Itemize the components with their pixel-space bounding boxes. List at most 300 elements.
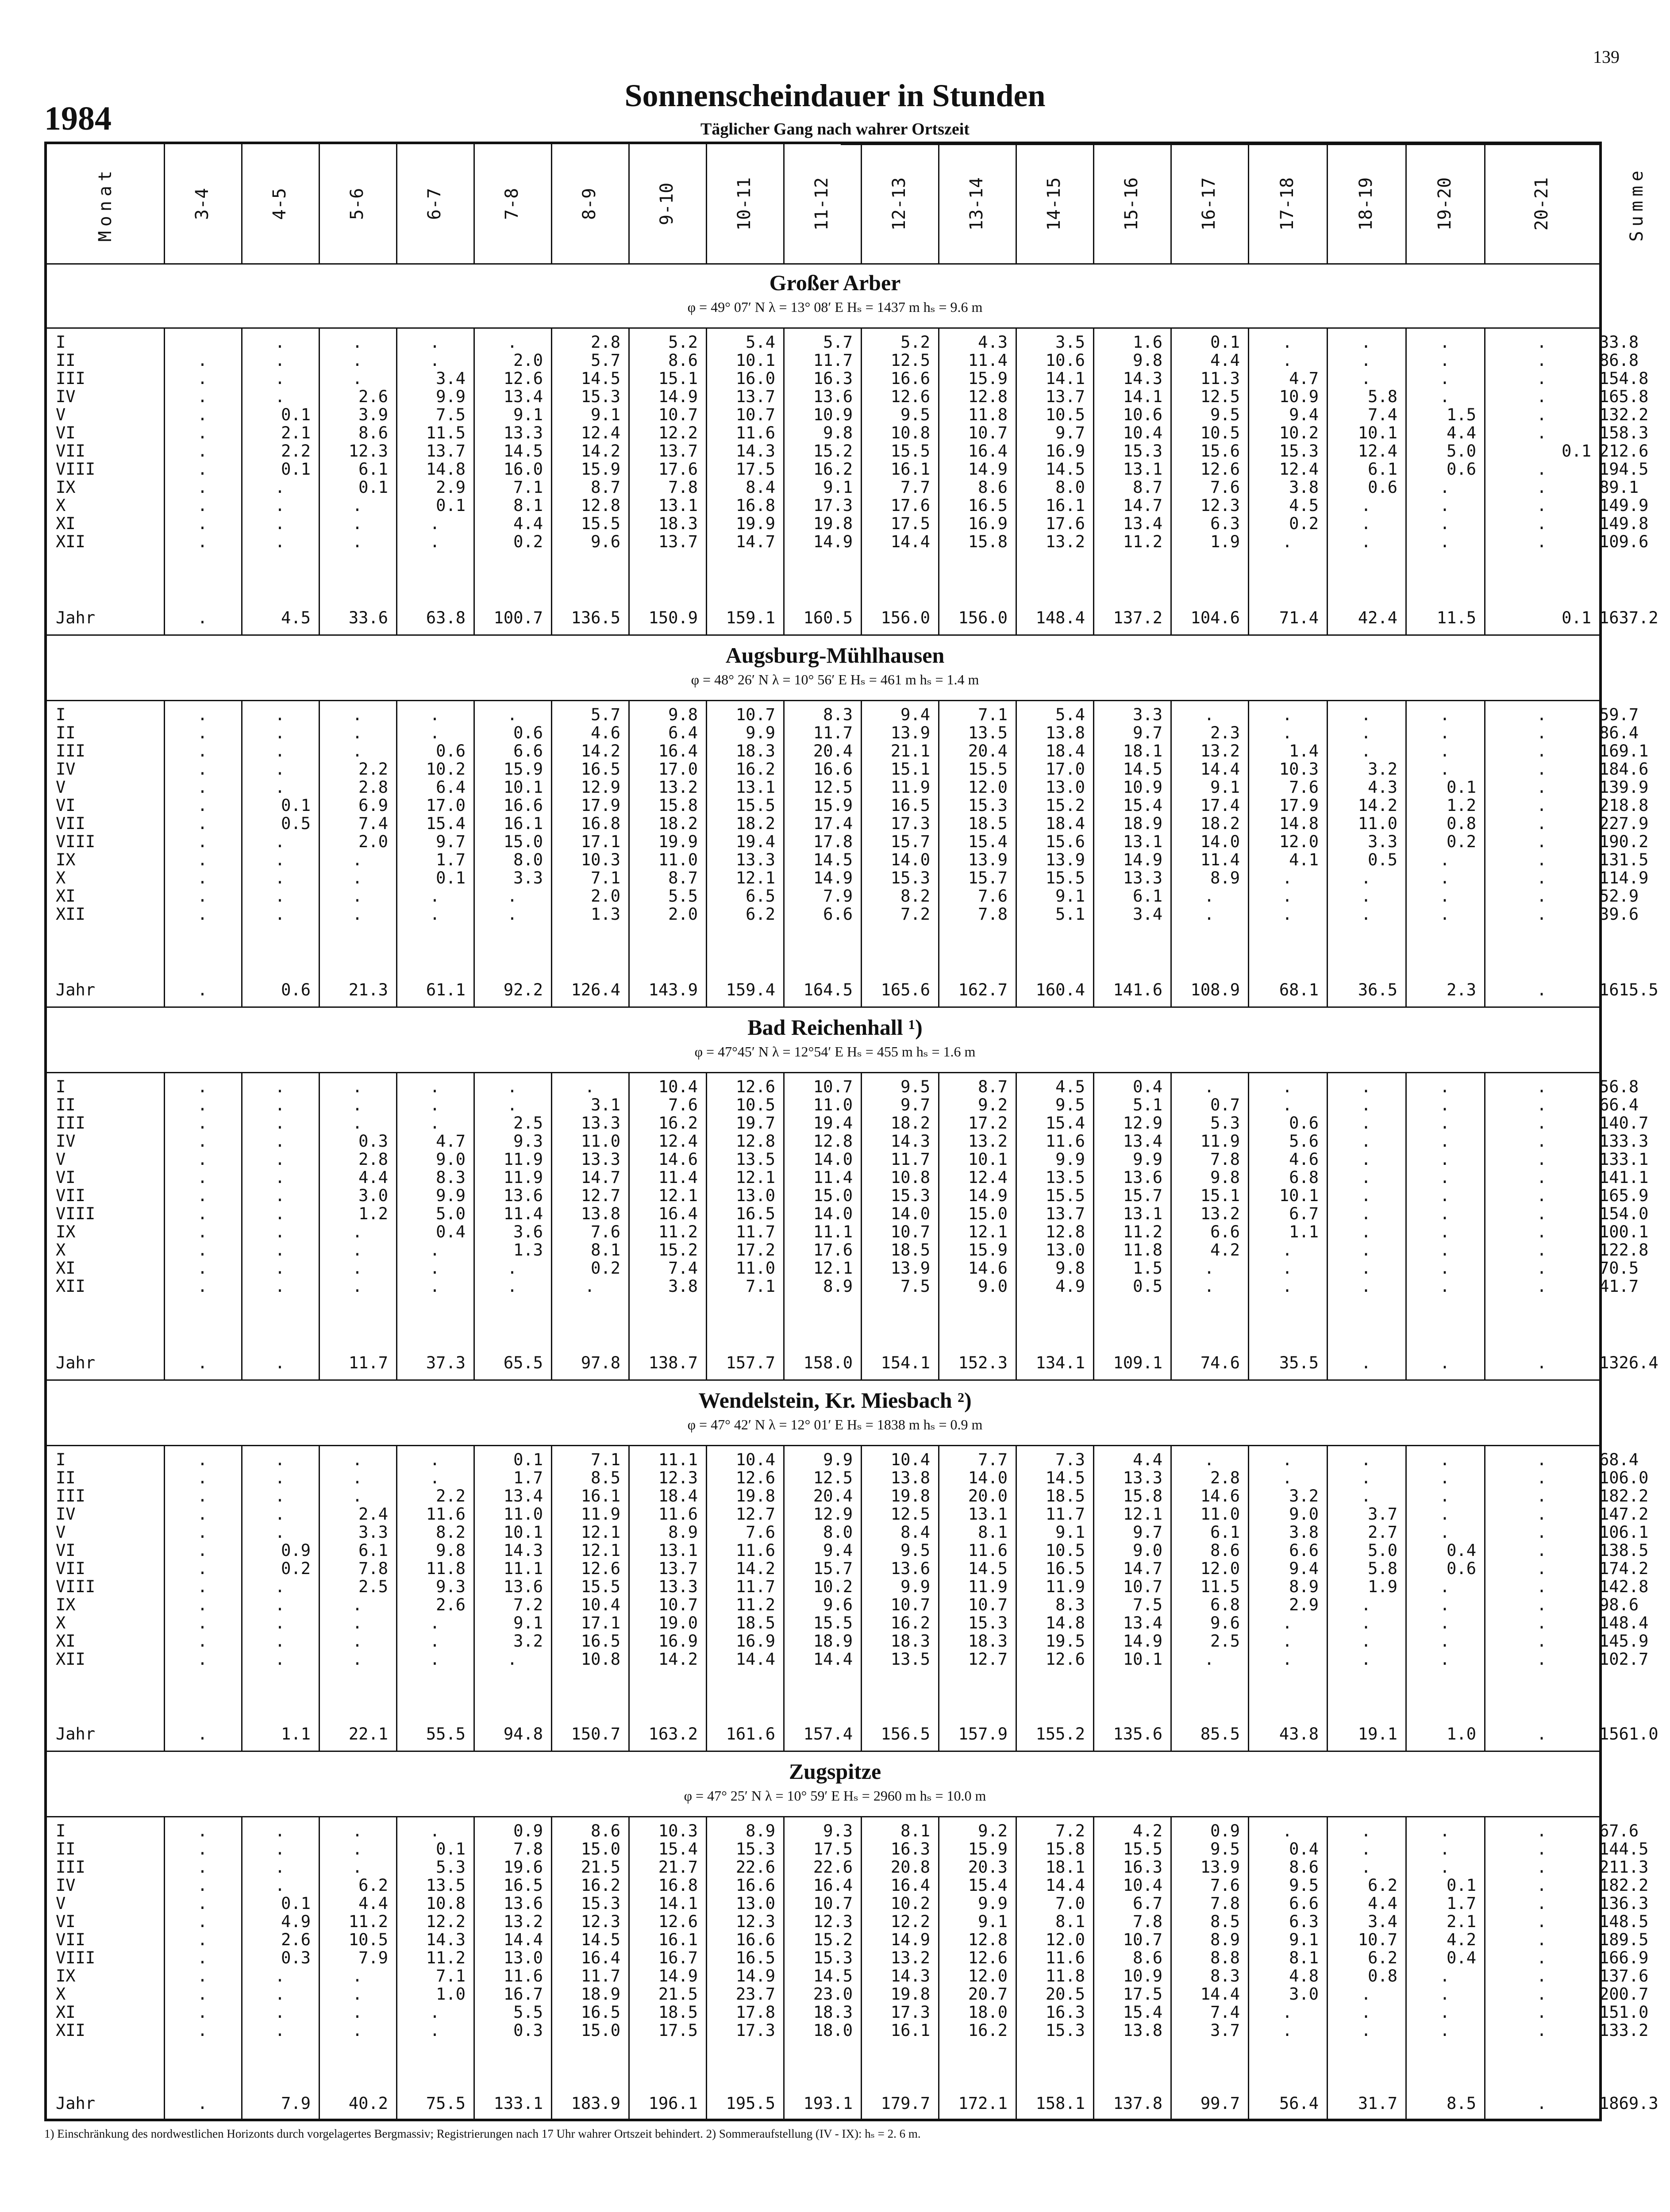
table-cell: 8.0	[1055, 478, 1085, 497]
table-cell: 10.2	[813, 1577, 853, 1596]
column-header	[1093, 144, 1170, 263]
table-cell: 11.4	[968, 351, 1008, 370]
column-rule	[706, 144, 707, 263]
table-cell: 6.2	[1368, 1876, 1397, 1895]
table-cell: .	[275, 1077, 285, 1096]
year-total-cell: 108.9	[1190, 980, 1240, 999]
table-cell: 174.2	[1599, 1559, 1649, 1578]
table-cell: 18.5	[968, 814, 1008, 833]
table-cell: .	[352, 1650, 362, 1669]
year-total-cell: .	[1361, 1353, 1371, 1372]
table-cell: .	[430, 532, 440, 551]
table-cell: 10.7	[658, 405, 698, 424]
table-cell: 12.8	[968, 1930, 1008, 1949]
month-label: X	[56, 1240, 66, 1260]
month-label: X	[56, 1613, 66, 1632]
table-cell: .	[1439, 1204, 1450, 1223]
table-cell: .	[275, 1839, 285, 1859]
table-cell: .	[275, 1858, 285, 1877]
table-cell: .	[1439, 760, 1450, 779]
table-cell: 17.6	[1045, 514, 1085, 533]
table-cell: .	[1536, 1912, 1547, 1931]
table-cell: .	[1536, 1930, 1547, 1949]
table-cell: 10.1	[503, 778, 543, 797]
table-cell: .	[1536, 1948, 1547, 1967]
table-cell: .	[352, 741, 362, 760]
table-cell: 137.6	[1599, 1966, 1649, 1985]
table-cell: 4.2	[1210, 1240, 1240, 1260]
table-cell: 18.9	[581, 1985, 620, 2004]
table-cell: 10.6	[1045, 351, 1085, 370]
table-cell: 136.3	[1599, 1894, 1649, 1913]
table-cell: 17.0	[426, 796, 466, 815]
table-cell: .	[197, 1858, 208, 1877]
table-cell: 7.6	[1210, 1876, 1240, 1895]
table-cell: 138.5	[1599, 1541, 1649, 1560]
table-cell: .	[1361, 1150, 1371, 1169]
table-cell: 19.0	[658, 1613, 698, 1632]
year-total-cell: 193.1	[803, 2094, 853, 2113]
table-cell: 1.2	[358, 1204, 388, 1223]
table-cell: 4.9	[281, 1912, 311, 1931]
table-cell: 10.1	[1279, 1186, 1319, 1205]
table-cell: .	[1361, 741, 1371, 760]
table-cell: 5.6	[1289, 1132, 1319, 1151]
table-cell: 12.4	[1358, 442, 1397, 461]
station-name: Großer Arber	[769, 270, 901, 295]
table-cell: 12.0	[1045, 1930, 1085, 1949]
table-cell: 15.0	[581, 2021, 620, 2040]
column-header-label: 19-20	[1434, 177, 1455, 230]
table-cell: 9.8	[1055, 1259, 1085, 1278]
table-cell: .	[197, 496, 208, 515]
table-cell: 0.1	[436, 868, 466, 887]
table-cell: 141.1	[1599, 1168, 1649, 1187]
table-cell: 12.8	[581, 496, 620, 515]
table-cell: 15.4	[658, 1839, 698, 1859]
year-total-cell: 150.9	[648, 608, 698, 627]
column-rule	[861, 144, 862, 263]
table-cell: .	[275, 1523, 285, 1542]
table-cell: 15.1	[1200, 1186, 1240, 1205]
table-cell: 2.2	[436, 1486, 466, 1505]
table-cell: .	[352, 1114, 362, 1133]
table-cell: 0.6	[513, 723, 543, 742]
table-cell: .	[1536, 460, 1547, 479]
table-cell: 0.8	[1368, 1966, 1397, 1985]
table-cell: 8.6	[978, 478, 1008, 497]
table-cell: 9.5	[1055, 1095, 1085, 1114]
table-cell: 151.0	[1599, 2003, 1649, 2022]
table-cell: 1.9	[1368, 1577, 1397, 1596]
table-cell: 9.1	[1289, 1930, 1319, 1949]
table-cell: 4.7	[436, 1132, 466, 1151]
table-cell: 10.1	[1358, 423, 1397, 442]
table-cell: .	[1536, 1613, 1547, 1632]
table-cell: 14.0	[968, 1468, 1008, 1487]
table-cell: 16.2	[658, 1114, 698, 1133]
table-cell: 18.4	[1045, 814, 1085, 833]
table-cell: 8.2	[436, 1523, 466, 1542]
table-cell: 19.9	[658, 832, 698, 851]
table-cell: 3.8	[668, 1277, 698, 1296]
table-cell: 13.1	[1123, 832, 1162, 851]
column-header-label: 9-10	[657, 182, 677, 225]
table-cell: 140.7	[1599, 1114, 1649, 1133]
table-cell: 14.5	[581, 369, 620, 388]
table-cell: 0.1	[281, 460, 311, 479]
table-cell: 12.6	[890, 387, 930, 406]
table-cell: .	[1282, 532, 1293, 551]
table-cell: 2.0	[513, 351, 543, 370]
table-cell: 14.2	[581, 442, 620, 461]
table-cell: .	[275, 478, 285, 497]
table-cell: 3.5	[1055, 333, 1085, 352]
table-cell: 0.9	[281, 1541, 311, 1560]
table-cell: 15.3	[813, 1948, 853, 1967]
table-cell: 11.0	[1200, 1505, 1240, 1524]
table-cell: 106.0	[1599, 1468, 1649, 1487]
table-cell: .	[1439, 496, 1450, 515]
table-cell: 17.1	[581, 832, 620, 851]
table-cell: 17.4	[813, 814, 853, 833]
table-cell: .	[352, 705, 362, 724]
table-cell: .	[275, 514, 285, 533]
table-cell: 145.9	[1599, 1632, 1649, 1651]
month-label: VIII	[56, 460, 96, 479]
table-cell: 19.8	[813, 514, 853, 533]
table-cell: .	[1439, 532, 1450, 551]
table-cell: .	[352, 868, 362, 887]
station-coordinates: φ = 47° 25′ N λ = 10° 59′ E Hₛ = 2960 m hₛ = 10.0 m	[684, 1788, 986, 1804]
column-header-label: 15-16	[1121, 177, 1142, 230]
table-cell: .	[507, 705, 517, 724]
table-cell: 3.4	[1368, 1912, 1397, 1931]
table-cell: 7.1	[746, 1277, 775, 1296]
table-cell: .	[1536, 1259, 1547, 1278]
table-cell: 16.9	[735, 1632, 775, 1651]
table-cell: 9.8	[668, 705, 698, 724]
year-total-cell: 135.6	[1113, 1724, 1162, 1743]
table-cell: 15.3	[581, 1894, 620, 1913]
column-header	[47, 144, 164, 263]
table-cell: 16.4	[968, 442, 1008, 461]
table-cell: 17.2	[735, 1240, 775, 1260]
table-cell: 6.1	[1210, 1523, 1240, 1542]
table-cell: 0.6	[1368, 478, 1397, 497]
table-cell: 12.3	[813, 1912, 853, 1931]
table-cell: 6.4	[668, 723, 698, 742]
column-header	[706, 144, 783, 263]
table-cell: 10.6	[1123, 405, 1162, 424]
table-cell: 7.8	[668, 478, 698, 497]
table-cell: 13.1	[735, 778, 775, 797]
table-cell: .	[197, 1613, 208, 1632]
table-cell: 211.3	[1599, 1858, 1649, 1877]
table-cell: 12.9	[813, 1505, 853, 1524]
table-cell: 13.6	[503, 1577, 543, 1596]
column-header	[319, 144, 396, 263]
table-cell: 2.6	[436, 1595, 466, 1614]
table-cell: 16.3	[1045, 2003, 1085, 2022]
table-cell: 6.2	[358, 1876, 388, 1895]
table-cell: .	[275, 1486, 285, 1505]
month-label: V	[56, 1523, 66, 1542]
table-cell: .	[197, 1821, 208, 1840]
table-cell: 0.1	[281, 1894, 311, 1913]
table-cell: .	[430, 2003, 440, 2022]
table-cell: 13.9	[1045, 850, 1085, 869]
table-cell: 8.6	[1289, 1858, 1319, 1877]
table-cell: .	[275, 1613, 285, 1632]
table-cell: 6.6	[513, 741, 543, 760]
year-total-cell: 160.4	[1035, 980, 1085, 999]
table-cell: 9.0	[1289, 1505, 1319, 1524]
table-cell: 3.3	[1368, 832, 1397, 851]
table-cell: 13.7	[1045, 1204, 1085, 1223]
month-label: V	[56, 1894, 66, 1913]
table-cell: .	[1282, 1468, 1293, 1487]
table-cell: .	[1536, 778, 1547, 797]
table-cell: 148.5	[1599, 1912, 1649, 1931]
month-label: XII	[56, 1277, 85, 1296]
table-cell: .	[1204, 1277, 1214, 1296]
table-cell: .	[1282, 2003, 1293, 2022]
table-cell: 10.4	[658, 1077, 698, 1096]
table-cell: 13.3	[1123, 1468, 1162, 1487]
table-cell: 0.4	[1289, 1839, 1319, 1859]
table-cell: 14.5	[813, 1966, 853, 1985]
month-label: III	[56, 1858, 85, 1877]
table-cell: 10.5	[348, 1930, 388, 1949]
table-cell: .	[1439, 387, 1450, 406]
table-cell: .	[1536, 1468, 1547, 1487]
table-cell: .	[275, 1821, 285, 1840]
table-cell: 15.3	[890, 1186, 930, 1205]
table-cell: .	[1361, 369, 1371, 388]
year-total-cell: 75.5	[426, 2094, 466, 2113]
table-cell: 1.1	[1289, 1222, 1319, 1241]
table-cell: 14.7	[1123, 496, 1162, 515]
table-cell: 18.4	[658, 1486, 698, 1505]
table-cell: 2.8	[1210, 1468, 1240, 1487]
year-total-cell: 8.5	[1447, 2094, 1476, 2113]
table-cell: .	[1204, 1077, 1214, 1096]
table-cell: 9.4	[823, 1541, 853, 1560]
table-cell: .	[1536, 1150, 1547, 1169]
table-cell: 14.3	[503, 1541, 543, 1560]
table-cell: .	[275, 1240, 285, 1260]
table-cell: .	[275, 1450, 285, 1469]
table-cell: 22.6	[735, 1858, 775, 1877]
year-total-cell: 104.6	[1190, 608, 1240, 627]
table-cell: 15.5	[890, 442, 930, 461]
table-cell: 154.0	[1599, 1204, 1649, 1223]
table-cell: 1.7	[436, 850, 466, 869]
table-cell: 2.5	[358, 1577, 388, 1596]
table-cell: 6.3	[1289, 1912, 1319, 1931]
table-cell: 8.9	[1210, 1930, 1240, 1949]
table-cell: 7.6	[746, 1523, 775, 1542]
table-cell: 6.7	[1289, 1204, 1319, 1223]
table-cell: 20.4	[813, 1486, 853, 1505]
table-cell: 10.7	[1123, 1577, 1162, 1596]
table-cell: 14.4	[503, 1930, 543, 1949]
month-label: IX	[56, 850, 76, 869]
table-cell: .	[1536, 1632, 1547, 1651]
table-cell: 1.7	[513, 1468, 543, 1487]
year-total-cell: 161.6	[726, 1724, 775, 1743]
table-cell: 14.1	[658, 1894, 698, 1913]
table-cell: 11.2	[658, 1222, 698, 1241]
table-cell: .	[1536, 1894, 1547, 1913]
table-cell: 10.7	[890, 1595, 930, 1614]
table-cell: 67.6	[1599, 1821, 1639, 1840]
table-cell: 9.4	[900, 705, 930, 724]
table-cell: 10.9	[1123, 1966, 1162, 1985]
table-cell: .	[275, 1505, 285, 1524]
table-cell: 7.8	[513, 1839, 543, 1859]
table-cell: .	[197, 423, 208, 442]
table-cell: 12.8	[735, 1132, 775, 1151]
table-cell: 5.5	[513, 2003, 543, 2022]
year-row-label: Jahr	[56, 980, 96, 999]
table-cell: 7.2	[900, 905, 930, 924]
table-cell: 9.9	[823, 1450, 853, 1469]
month-label: I	[56, 333, 66, 352]
table-cell: 14.8	[1279, 814, 1319, 833]
table-cell: .	[1536, 1595, 1547, 1614]
table-cell: 6.8	[1210, 1595, 1240, 1614]
table-cell: 15.8	[1123, 1486, 1162, 1505]
table-cell: .	[1282, 333, 1293, 352]
table-cell: 12.2	[658, 423, 698, 442]
table-cell: .	[1361, 1595, 1371, 1614]
table-cell: 7.2	[513, 1595, 543, 1614]
year-total-cell: .	[197, 1724, 208, 1743]
column-header	[938, 144, 1016, 263]
table-cell: 15.5	[968, 760, 1008, 779]
table-cell: 15.6	[1045, 832, 1085, 851]
table-cell: 3.0	[358, 1186, 388, 1205]
table-cell: 154.8	[1599, 369, 1649, 388]
table-cell: .	[352, 496, 362, 515]
table-cell: 13.7	[426, 442, 466, 461]
month-label: VI	[56, 1541, 76, 1560]
table-cell: 15.2	[813, 1930, 853, 1949]
table-cell: .	[197, 1486, 208, 1505]
table-cell: 9.5	[1210, 1839, 1240, 1859]
table-cell: 13.7	[658, 1559, 698, 1578]
table-cell: 3.2	[513, 1632, 543, 1651]
table-cell: .	[197, 796, 208, 815]
table-cell: 86.8	[1599, 351, 1639, 370]
table-cell: 14.3	[1123, 369, 1162, 388]
table-cell: 3.4	[436, 369, 466, 388]
table-cell: 16.1	[581, 1486, 620, 1505]
table-cell: .	[1361, 1858, 1371, 1877]
table-cell: .	[275, 1577, 285, 1596]
table-cell: 18.0	[968, 2003, 1008, 2022]
table-cell: .	[1536, 405, 1547, 424]
table-cell: 10.8	[890, 1168, 930, 1187]
table-cell: .	[352, 1259, 362, 1278]
table-cell: .	[1282, 1450, 1293, 1469]
table-cell: 12.8	[968, 387, 1008, 406]
table-cell: .	[352, 1858, 362, 1877]
table-cell: .	[197, 1912, 208, 1931]
table-cell: 16.5	[581, 1632, 620, 1651]
year-total-cell: 162.7	[958, 980, 1008, 999]
table-cell: 13.2	[503, 1912, 543, 1931]
year-total-cell: 154.1	[881, 1353, 930, 1372]
year-total-cell: 42.4	[1358, 608, 1397, 627]
table-cell: 7.4	[358, 814, 388, 833]
table-cell: 19.9	[735, 514, 775, 533]
table-cell: 15.8	[1045, 1839, 1085, 1859]
table-cell: 114.9	[1599, 868, 1649, 887]
month-label: XII	[56, 1650, 85, 1669]
table-cell: 7.4	[1210, 2003, 1240, 2022]
table-cell: 18.3	[813, 2003, 853, 2022]
table-cell: 13.1	[1123, 1204, 1162, 1223]
year-total-cell: 157.7	[726, 1353, 775, 1372]
table-cell: 15.2	[813, 442, 853, 461]
table-cell: .	[1361, 1486, 1371, 1505]
column-header	[241, 144, 319, 263]
table-cell: 13.7	[658, 442, 698, 461]
table-cell: 1.3	[513, 1240, 543, 1260]
table-cell: 14.2	[581, 741, 620, 760]
table-cell: 14.0	[1200, 832, 1240, 851]
year-total-cell: 159.4	[726, 980, 775, 999]
table-cell: .	[197, 405, 208, 424]
table-cell: .	[197, 1077, 208, 1096]
table-cell: 11.6	[735, 423, 775, 442]
table-cell: .	[197, 1150, 208, 1169]
year-total-cell: 164.5	[803, 980, 853, 999]
month-label: VIII	[56, 1204, 96, 1223]
table-cell: 18.1	[1045, 1858, 1085, 1877]
year-total-cell: 68.1	[1279, 980, 1319, 999]
table-cell: .	[430, 905, 440, 924]
table-cell: .	[1536, 333, 1547, 352]
table-cell: 12.5	[890, 1505, 930, 1524]
table-cell: 14.7	[1123, 1559, 1162, 1578]
station-name: Augsburg-Mühlhausen	[725, 643, 945, 668]
table-cell: 13.2	[890, 1948, 930, 1967]
table-cell: .	[197, 1948, 208, 1967]
table-cell: 20.3	[968, 1858, 1008, 1877]
table-cell: .	[1282, 1821, 1293, 1840]
table-cell: 13.6	[890, 1559, 930, 1578]
table-cell: 15.9	[813, 796, 853, 815]
table-cell: 16.4	[658, 1204, 698, 1223]
table-cell: 13.8	[581, 1204, 620, 1223]
table-cell: 16.8	[581, 814, 620, 833]
month-label: III	[56, 369, 85, 388]
year-total-cell: 33.6	[348, 608, 388, 627]
table-cell: .	[1536, 760, 1547, 779]
table-cell: 13.3	[735, 850, 775, 869]
table-cell: 13.8	[1123, 2021, 1162, 2040]
table-cell: 11.1	[503, 1559, 543, 1578]
table-cell: .	[275, 1150, 285, 1169]
table-cell: .	[1536, 832, 1547, 851]
column-header	[551, 144, 628, 263]
table-cell: 15.4	[426, 814, 466, 833]
table-cell: 18.5	[890, 1240, 930, 1260]
